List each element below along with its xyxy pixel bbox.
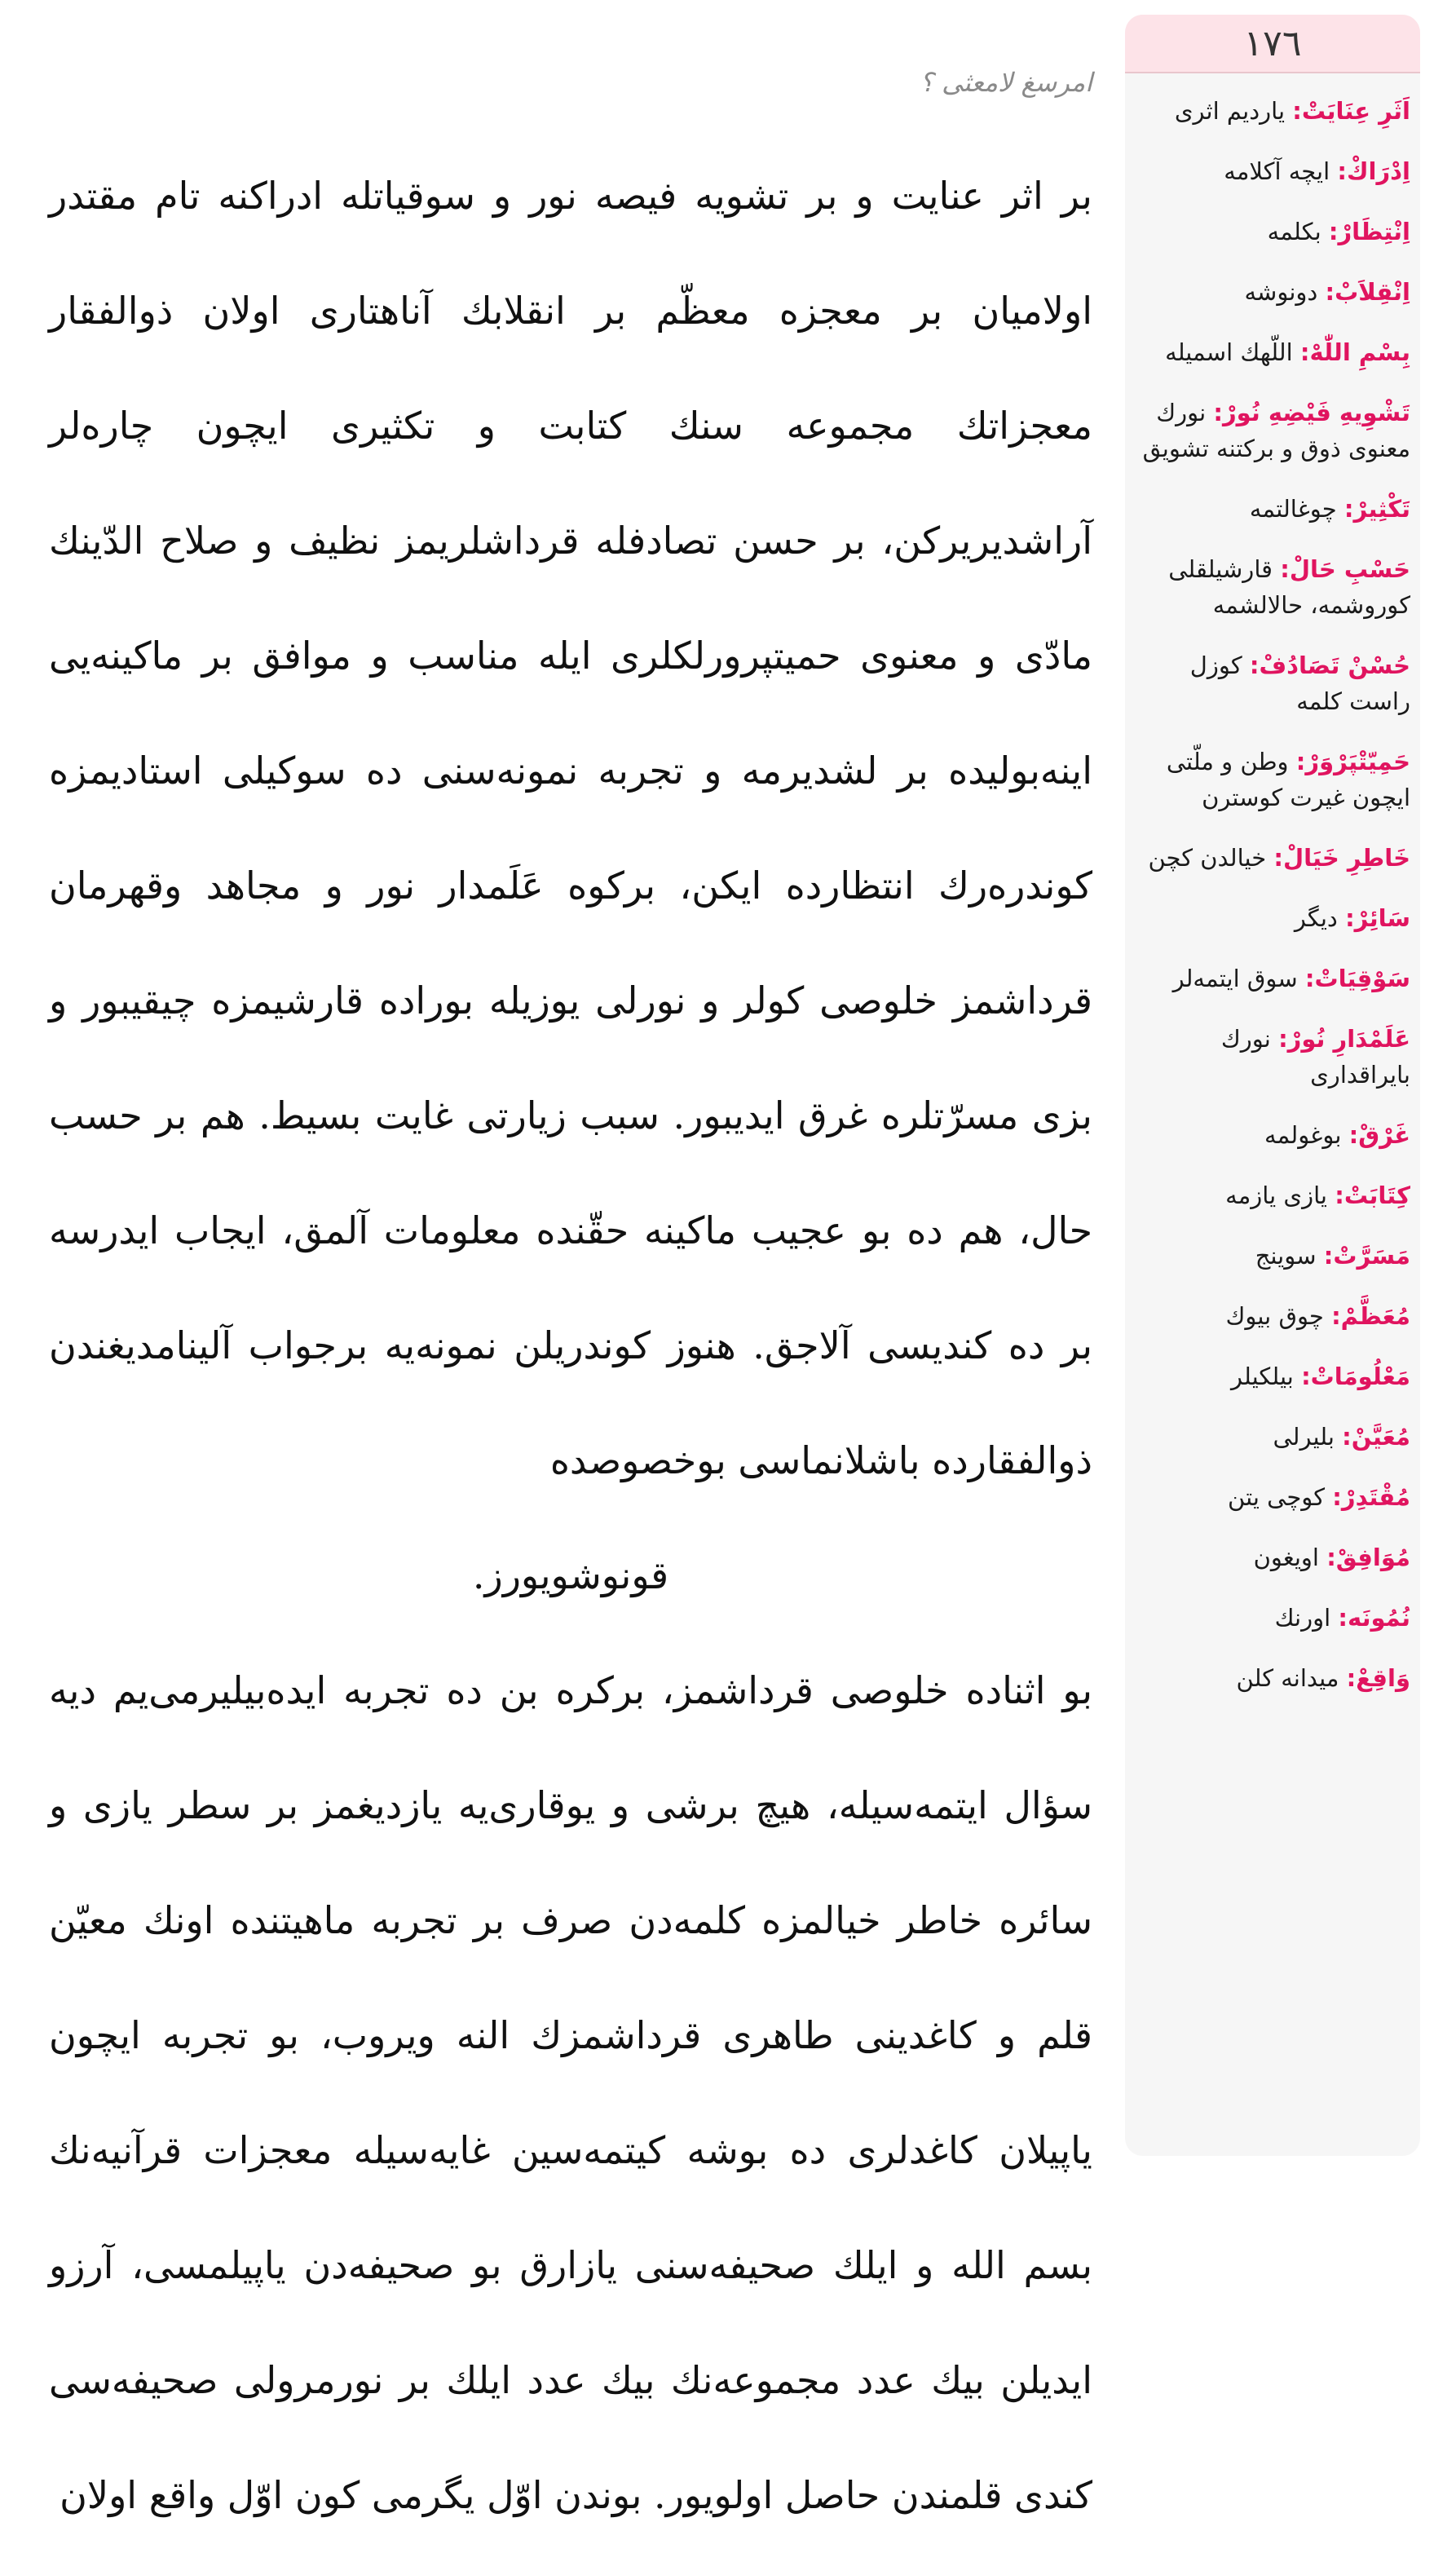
glossary-term: عَلَمْدَارِ نُورْ:	[1278, 1025, 1410, 1053]
glossary-term: اِنْقِلاَبْ:	[1325, 278, 1410, 306]
glossary-term: اِنْتِظَارْ:	[1328, 218, 1410, 245]
glossary-term: مَسَرَّتْ:	[1323, 1242, 1410, 1270]
glossary-list	[1135, 93, 1410, 1720]
glossary-entry	[1135, 647, 1410, 719]
glossary-entry	[1135, 1660, 1410, 1696]
glossary-term: حَسْبِ حَالْ:	[1280, 555, 1410, 583]
glossary-term: مُعَیَّنْ:	[1342, 1423, 1410, 1451]
glossary-term: خَاطِرِ خَیَالْ:	[1273, 844, 1410, 872]
glossary-meaning: نورك بایراقداری	[1220, 1025, 1410, 1089]
glossary-meaning: میدانه کلن	[1236, 1664, 1339, 1692]
glossary-meaning: کوزل راست کلمه	[1189, 652, 1410, 715]
glossary-entry	[1135, 491, 1410, 527]
glossary-term: مُوَافِقْ:	[1326, 1544, 1410, 1571]
glossary-term: اِدْرَاكْ:	[1337, 157, 1410, 185]
paragraph: بو اثناده خلوصی قرداشمز، برکره بن ده تجربه ایده‌بیلیرمی‌یم دیه سؤال ایتمه‌سیله، هیچ برشی و یوقاری‌یه یازدیغمز بر سطر یازی و سائره خاطر خیالمزه کلمه‌دن صرف بر تجربه ماهیتنده اونك معیّن قلم و کاغدینی طاهری قرداشمزك النه ویروب، بو تجربه ایچون یاپیلان کاغدلری ده بوشه کیتمه‌سین غایه‌سیله معجزات قرآنیه‌نك بسم الله و ایلك صحیفه‌سنی یازارق بو صحیفه‌دن یاپیلمسی، آرزو ایدیلن بیك عدد مجموعه‌نك بیك عدد ایلك بر نورمرولی صحیفه‌سی کندی قلمندن حاصل اولویور. بوندن اوّل یگرمی کون اوّل واقع اولان	[49, 1668, 1092, 2517]
glossary-meaning: اویغون	[1253, 1544, 1319, 1571]
glossary-meaning: نورك معنوی ذوق و برکتنه تشویق	[1142, 399, 1410, 462]
glossary-term: مُعَظَّمْ:	[1331, 1302, 1410, 1330]
glossary-meaning: یازی یازمه	[1225, 1182, 1327, 1209]
glossary-entry	[1135, 93, 1410, 129]
glossary-meaning: بوغولمه	[1264, 1121, 1342, 1149]
glossary-entry	[1135, 1298, 1410, 1334]
glossary-term: حُسْنْ تَصَادُفْ:	[1249, 652, 1410, 679]
glossary-entry	[1135, 1539, 1410, 1575]
paragraph-last-line: قونوشویورز.	[472, 1553, 669, 1597]
glossary-sidebar	[1125, 15, 1420, 2156]
glossary-term: تَشْوِیهِ فَیْضِهِ نُورْ:	[1213, 399, 1410, 426]
glossary-term: وَاقِعْ:	[1346, 1664, 1410, 1692]
glossary-meaning: کوچی یتن	[1228, 1483, 1326, 1511]
glossary-entry	[1135, 551, 1410, 623]
glossary-entry	[1135, 1358, 1410, 1394]
glossary-term: حَمِیّتْپَرْوَرْ:	[1295, 748, 1410, 775]
glossary-meaning: سوینج	[1255, 1242, 1317, 1270]
glossary-meaning: چوغالتمه	[1249, 495, 1337, 523]
glossary-entry	[1135, 840, 1410, 876]
glossary-term: بِسْمِ اللّٰهْ:	[1299, 338, 1410, 366]
glossary-meaning: سوق ایتمه‌لر	[1172, 965, 1298, 992]
glossary-entry	[1135, 153, 1410, 189]
glossary-meaning: ایچه آکلامه	[1224, 157, 1330, 185]
glossary-term: اَثَرِ عِنَایَتْ:	[1292, 97, 1410, 125]
glossary-meaning: دونوشه	[1244, 278, 1318, 306]
glossary-meaning: یاردیم اثری	[1174, 97, 1286, 125]
glossary-term: سَوْقِیَاتْ:	[1304, 965, 1410, 992]
paragraph: بر اثر عنایت و بر تشویه فیصه نور و سوقیاتله ادراکنه تام مقتدر اولامیان بر معجزه معظّم بر انقلابك آناهتاری اولان ذوالفقار معجزاتك مجموعه سنك کتابت و تکثیری ایچون چاره‌لر آراشدیریرکن، بر حسن تصادفله قرداشلریمز نظیف و صلاح الدّینك مادّی و معنوی حمیتپرورلکلری ایله مناسب و موافق بر ماکینه‌یی اینه‌بولیده بر لشدیرمه و تجربه نمونه‌سنی ده سوکیلی استادیمزه کوندره‌رك انتظارده ایکن، برکوه عَلَمدار نور و مجاهد وقهرمان قرداشمز خلوصی کولر و نورلی یوزیله بوراده قارشیمزه چیقیبور و بزی مسرّتلره غرق ایدیبور. سبب زیارتی غایت بسیط. هم بر حسب حال، هم ده بو عجیب ماکینه حقّنده معلومات آلمق، ایجاب ایدرسه بر ده کندیسی آلاجق. هنوز کوندریلن نمونه‌یه برجواب آلینامدیغندن ذوالفقارده باشلانماسی بوخصوصده	[49, 174, 1092, 1482]
glossary-entry	[1135, 395, 1410, 466]
main-text	[49, 139, 1092, 2553]
glossary-term: مَعْلُومَاتْ:	[1301, 1363, 1410, 1390]
glossary-meaning: اللّهك اسمیله	[1165, 338, 1293, 366]
glossary-entry	[1135, 274, 1410, 310]
glossary-entry	[1135, 744, 1410, 815]
glossary-meaning: بکلمه	[1267, 218, 1321, 245]
glossary-meaning: چوق بیوك	[1225, 1302, 1324, 1330]
glossary-meaning: قارشیلقلی کوروشمه، حالالشمه	[1168, 555, 1410, 619]
glossary-term: نُمُونَه:	[1338, 1604, 1410, 1632]
glossary-entry	[1135, 1238, 1410, 1274]
glossary-term: غَرْقْ:	[1348, 1121, 1410, 1149]
glossary-term: مُقْتَدِرْ:	[1332, 1483, 1410, 1511]
glossary-entry	[1135, 1479, 1410, 1515]
glossary-entry	[1135, 1419, 1410, 1455]
running-header: امرسغ لامعثی ؟	[919, 67, 1092, 98]
glossary-term: سَائِرْ:	[1345, 904, 1410, 932]
glossary-entry	[1135, 1177, 1410, 1213]
glossary-entry	[1135, 1600, 1410, 1636]
glossary-term: تَکْثِیرْ:	[1343, 495, 1410, 523]
page-number: ١٧٦	[1125, 15, 1420, 73]
glossary-entry	[1135, 1117, 1410, 1153]
glossary-meaning: بلیرلی	[1273, 1423, 1335, 1451]
glossary-meaning: اورنك	[1274, 1604, 1331, 1632]
glossary-meaning: بیلکیلر	[1231, 1363, 1294, 1390]
glossary-meaning: خیالدن کچن	[1148, 844, 1267, 872]
glossary-entry	[1135, 900, 1410, 936]
glossary-meaning: وطن و ملّتی ایچون غیرت کوسترن	[1166, 748, 1410, 811]
glossary-term: کِتَابَتْ:	[1335, 1182, 1410, 1209]
glossary-entry	[1135, 961, 1410, 996]
glossary-entry	[1135, 1021, 1410, 1093]
glossary-meaning: دیگر	[1294, 904, 1338, 932]
glossary-entry	[1135, 334, 1410, 370]
glossary-entry	[1135, 214, 1410, 250]
